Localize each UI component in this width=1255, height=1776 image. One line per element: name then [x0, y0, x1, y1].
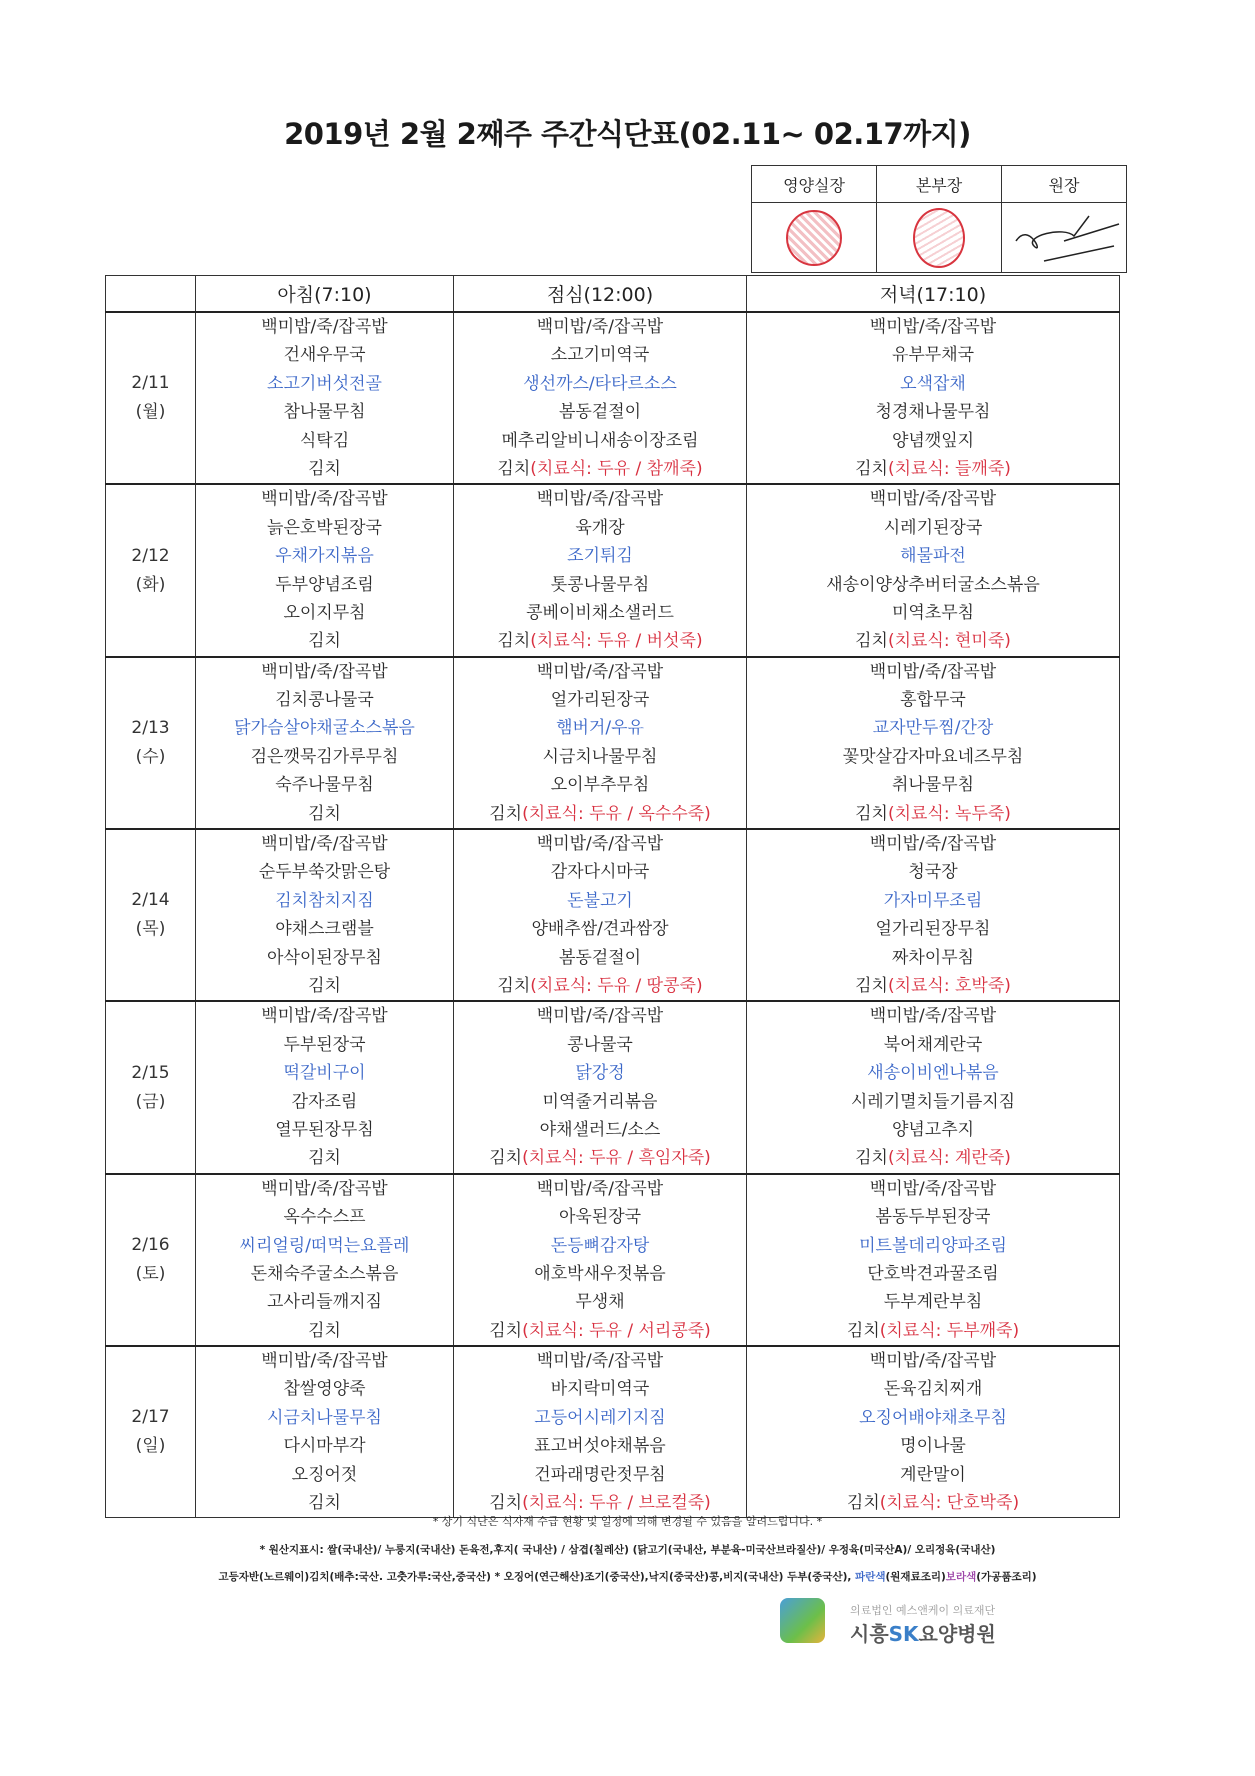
- menu-item: 얼가리된장무침: [875, 919, 991, 940]
- therapeutic-diet-note: (치료식: 두유 / 흑임자죽): [522, 1148, 711, 1169]
- menu-item: 김치: [308, 631, 341, 652]
- day-date: 2/11: [131, 373, 170, 394]
- menu-item: 백미밥/죽/잡곡밥: [261, 1006, 388, 1027]
- menu-item: 백미밥/죽/잡곡밥: [261, 1351, 388, 1372]
- menu-item: 백미밥/죽/잡곡밥: [536, 1006, 664, 1027]
- kimchi-special-line: [747, 627, 1119, 655]
- menu-item: 콩베이비채소샐러드: [526, 602, 674, 623]
- legend-blue-label: 파란색: [855, 1571, 886, 1583]
- menu-item: 씨리얼링/떠먹는요플레: [239, 1235, 410, 1256]
- menu-item-kimchi: 김치: [489, 1493, 523, 1514]
- lunch-cell: [454, 1174, 747, 1346]
- dinner-cell: [747, 657, 1120, 829]
- menu-item: 아욱된장국: [558, 1207, 642, 1228]
- therapeutic-diet-note: (치료식: 단호박죽): [879, 1493, 1020, 1514]
- menu-item: 돈육김치찌개: [883, 1379, 983, 1400]
- menu-item: 떡갈비구이: [283, 1063, 366, 1084]
- dinner-cell: [747, 484, 1120, 656]
- lunch-cell: [454, 312, 747, 484]
- day-row: [106, 1001, 1120, 1173]
- menu-item: 열무된장무침: [275, 1119, 374, 1140]
- day-weekday: (토): [135, 1263, 166, 1284]
- menu-item: 미트볼데리양파조림: [859, 1235, 1007, 1256]
- menu-item: 애호박새우젓볶음: [534, 1263, 666, 1284]
- menu-item: 닭강정: [575, 1063, 625, 1084]
- lunch-cell: [454, 829, 747, 1001]
- lunch-cell: [454, 657, 747, 829]
- therapeutic-diet-note: (치료식: 두유 / 서리콩죽): [522, 1320, 711, 1341]
- approval-label-nutrition: 영양실장: [752, 166, 877, 203]
- menu-item: 청경채나물무침: [875, 402, 991, 423]
- menu-item: 백미밥/죽/잡곡밥: [261, 834, 388, 855]
- header-dinner: 저녁(17:10): [747, 276, 1120, 313]
- kimchi-special-line: [454, 1317, 746, 1345]
- menu-item-kimchi: 김치: [855, 631, 888, 652]
- approval-sign-nutrition: [752, 203, 877, 273]
- legend-blue-desc: (원재료조리): [885, 1571, 946, 1583]
- therapeutic-diet-note: (치료식: 계란죽): [887, 1148, 1011, 1169]
- menu-item: 김치참치지짐: [275, 890, 374, 911]
- menu-item: 해물파전: [900, 546, 966, 567]
- kimchi-special-line: [747, 1144, 1119, 1172]
- menu-item: 짜차이무침: [891, 947, 975, 968]
- breakfast-cell: [196, 657, 454, 829]
- menu-item: 백미밥/죽/잡곡밥: [869, 834, 997, 855]
- menu-item: 돈등뼈감자탕: [550, 1235, 650, 1256]
- menu-item: 미역줄거리볶음: [542, 1091, 658, 1112]
- approval-sign-head: [1002, 203, 1127, 273]
- hospital-logo-icon: [780, 1598, 825, 1643]
- menu-item: 얼가리된장국: [550, 690, 650, 711]
- breakfast-cell: [196, 312, 454, 484]
- day-weekday: (일): [135, 1436, 166, 1457]
- menu-item: 김치: [308, 975, 341, 996]
- menu-item: 두부된장국: [283, 1034, 366, 1055]
- therapeutic-diet-note: (치료식: 현미죽): [887, 631, 1011, 652]
- approval-box: [751, 165, 1127, 273]
- page-title: 2019년 2월 2째주 주간식단표(02.11~ 02.17까지): [284, 117, 971, 151]
- menu-item: 시금치나물무침: [267, 1407, 382, 1428]
- menu-item: 톳콩나물무침: [550, 574, 650, 595]
- menu-item: 백미밥/죽/잡곡밥: [869, 1178, 997, 1199]
- menu-item: 새송이양상추버터굴소스볶음: [826, 574, 1040, 595]
- day-row: [106, 1346, 1120, 1518]
- menu-item: 김치: [308, 1493, 341, 1514]
- menu-item: 계란말이: [900, 1464, 966, 1485]
- logo-name-c: 요양병원: [918, 1622, 996, 1646]
- menu-item: 백미밥/죽/잡곡밥: [536, 661, 664, 682]
- menu-item: 백미밥/죽/잡곡밥: [261, 661, 388, 682]
- day-row: [106, 1174, 1120, 1346]
- menu-item: 백미밥/죽/잡곡밥: [536, 834, 664, 855]
- menu-item: 오이부추무침: [550, 775, 650, 796]
- menu-item: 백미밥/죽/잡곡밥: [261, 1178, 388, 1199]
- menu-item: 새송이비엔나볶음: [867, 1063, 999, 1084]
- lunch-cell: [454, 1001, 747, 1173]
- day-date: 2/14: [131, 890, 170, 911]
- menu-item: 검은깻묵김가루무침: [250, 746, 399, 767]
- menu-item: 김치: [308, 1320, 341, 1341]
- menu-item: 교자만두찜/간장: [872, 718, 994, 739]
- day-weekday: (목): [135, 919, 166, 940]
- therapeutic-diet-note: (치료식: 두유 / 브로컬죽): [522, 1493, 711, 1514]
- menu-item: 콩나물국: [567, 1034, 633, 1055]
- day-date: 2/12: [131, 545, 170, 566]
- day-row: [106, 829, 1120, 1001]
- seal-stamp-icon: [913, 208, 965, 268]
- logo-name-a: 시흥: [850, 1622, 889, 1646]
- menu-item: 백미밥/죽/잡곡밥: [261, 489, 388, 510]
- menu-item: 메추리알비니새송이장조림: [501, 430, 699, 451]
- kimchi-special-line: [454, 627, 746, 655]
- menu-item: 늙은호박된장국: [267, 517, 382, 538]
- day-cell: [106, 1346, 196, 1518]
- menu-item: 김치: [308, 1148, 341, 1169]
- therapeutic-diet-note: (치료식: 두유 / 참깨죽): [530, 458, 703, 479]
- menu-item: 꽃맛살감자마요네즈무침: [842, 746, 1024, 767]
- menu-item: 고등어시레기지짐: [534, 1407, 666, 1428]
- day-cell: [106, 657, 196, 829]
- menu-item: 야채스크램블: [275, 919, 374, 940]
- day-cell: [106, 1174, 196, 1346]
- day-cell: [106, 484, 196, 656]
- menu-item-kimchi: 김치: [846, 1493, 880, 1514]
- menu-item-kimchi: 김치: [489, 1320, 523, 1341]
- menu-item: 다시마부각: [283, 1436, 366, 1457]
- menu-item: 표고버섯야채볶음: [534, 1436, 666, 1457]
- therapeutic-diet-note: (치료식: 두유 / 땅콩죽): [530, 975, 703, 996]
- day-date: 2/17: [131, 1407, 170, 1428]
- kimchi-special-line: [454, 972, 746, 1000]
- dinner-cell: [747, 1174, 1120, 1346]
- day-row: [106, 657, 1120, 829]
- kimchi-special-line: [747, 1317, 1119, 1345]
- menu-item: 야채샐러드/소스: [539, 1119, 661, 1140]
- therapeutic-diet-note: (치료식: 들깨죽): [887, 458, 1011, 479]
- menu-item: 양배추쌈/견과쌈장: [531, 919, 669, 940]
- menu-item: 육개장: [575, 517, 625, 538]
- breakfast-cell: [196, 1174, 454, 1346]
- menu-item: 북어채계란국: [883, 1034, 983, 1055]
- kimchi-special-line: [454, 800, 746, 828]
- therapeutic-diet-note: (치료식: 녹두죽): [887, 803, 1011, 824]
- therapeutic-diet-note: (치료식: 호박죽): [887, 975, 1011, 996]
- menu-item: 백미밥/죽/잡곡밥: [536, 1178, 664, 1199]
- legend-purple-desc: (가공품조리): [976, 1571, 1037, 1583]
- menu-item: 오징어젓: [291, 1464, 358, 1485]
- menu-item: 찹쌀영양죽: [283, 1379, 366, 1400]
- approval-sign-director: [877, 203, 1002, 273]
- day-weekday: (월): [135, 402, 166, 423]
- menu-item: 두부계란부침: [883, 1292, 983, 1313]
- kimchi-special-line: [454, 1144, 746, 1172]
- menu-item: 김치콩나물국: [275, 690, 374, 711]
- menu-item: 순두부쑥갓맑은탕: [258, 862, 391, 883]
- menu-item: 봄동겉절이: [558, 402, 642, 423]
- breakfast-cell: [196, 1346, 454, 1518]
- menu-item: 감자조림: [291, 1091, 358, 1112]
- menu-item: 유부무채국: [891, 345, 975, 366]
- menu-item: 옥수수스프: [283, 1207, 366, 1228]
- day-weekday: (화): [135, 574, 166, 595]
- menu-item: 돈불고기: [567, 890, 633, 911]
- menu-item: 백미밥/죽/잡곡밥: [869, 317, 997, 337]
- menu-item: 봄동두부된장국: [875, 1207, 991, 1228]
- menu-item-kimchi: 김치: [846, 1320, 880, 1341]
- origin-line: * 원산지표시: 쌀(국내산)/ 누룽지(국내산) 돈육전,후지( 국내산) / 삼겹(칠레산) (닭고기(국내산, 부분육-미국산브라질산)/ 우정육(미국산A)/ 오리정육(국내산): [259, 1544, 996, 1556]
- header-empty: [106, 276, 196, 313]
- menu-item: 백미밥/죽/잡곡밥: [261, 317, 388, 337]
- dinner-cell: [747, 1346, 1120, 1518]
- dinner-cell: [747, 1001, 1120, 1173]
- day-row: [106, 312, 1120, 484]
- logo-name-sk: SK: [888, 1622, 919, 1646]
- menu-item-kimchi: 김치: [855, 803, 888, 824]
- breakfast-cell: [196, 484, 454, 656]
- menu-item-kimchi: 김치: [855, 975, 888, 996]
- menu-item: 바지락미역국: [550, 1379, 650, 1400]
- menu-item: 건파래명란젓무침: [534, 1464, 666, 1485]
- menu-item: 백미밥/죽/잡곡밥: [869, 661, 997, 682]
- menu-item: 돈채숙주굴소스볶음: [250, 1263, 399, 1284]
- menu-item: 봄동겉절이: [558, 947, 642, 968]
- menu-item: 식탁김: [299, 430, 350, 451]
- menu-item: 양념깻잎지: [891, 430, 975, 451]
- menu-item: 백미밥/죽/잡곡밥: [536, 489, 664, 510]
- menu-item: 김치: [308, 803, 341, 824]
- therapeutic-diet-note: (치료식: 두부깨죽): [879, 1320, 1020, 1341]
- menu-item: 감자다시마국: [550, 862, 650, 883]
- day-cell: [106, 312, 196, 484]
- menu-item: 소고기미역국: [550, 345, 650, 366]
- menu-item: 시레기된장국: [883, 517, 983, 538]
- menu-item: 건새우무국: [283, 345, 366, 366]
- kimchi-special-line: [747, 455, 1119, 483]
- day-date: 2/13: [131, 717, 170, 738]
- menu-item: 백미밥/죽/잡곡밥: [536, 317, 664, 337]
- legend-purple-label: 보라색: [945, 1571, 977, 1583]
- therapeutic-diet-note: (치료식: 두유 / 버섯죽): [530, 631, 703, 652]
- logo-subtitle: 의료법인 예스앤케이 의료재단: [850, 1604, 996, 1617]
- menu-item: 숙주나물무침: [275, 775, 374, 796]
- menu-item: 생선까스/타타르소스: [523, 373, 677, 394]
- lunch-cell: [454, 484, 747, 656]
- menu-item: 백미밥/죽/잡곡밥: [869, 489, 997, 510]
- lunch-cell: [454, 1346, 747, 1518]
- menu-item: 오색잡채: [900, 373, 966, 394]
- menu-item-kimchi: 김치: [855, 1148, 888, 1169]
- breakfast-cell: [196, 1001, 454, 1173]
- menu-item: 고사리들깨지짐: [267, 1292, 382, 1313]
- menu-item-kimchi: 김치: [497, 458, 531, 479]
- header-breakfast: 아침(7:10): [196, 276, 454, 313]
- origin-text: 고등자반(노르웨이)김치(배추:국산. 고춧가루:국산,중국산) * 오징어(연근해산)조기(중국산),낙지(중국산)콩,비지(국내산) 두부(중국산),: [218, 1571, 856, 1583]
- therapeutic-diet-note: (치료식: 두유 / 옥수수죽): [522, 803, 711, 824]
- day-weekday: (수): [135, 746, 166, 767]
- day-cell: [106, 829, 196, 1001]
- signature-icon: [1004, 206, 1124, 266]
- menu-header-row: [106, 276, 1120, 313]
- kimchi-special-line: [454, 455, 746, 483]
- menu-table: [105, 275, 1120, 1518]
- menu-item: 참나물무침: [283, 402, 366, 423]
- menu-item: 아삭이된장무침: [267, 947, 382, 968]
- menu-item: 두부양념조림: [275, 574, 374, 595]
- menu-item: 햄버거/우유: [556, 718, 644, 739]
- menu-item: 취나물무침: [891, 775, 975, 796]
- origin-line-2: [0, 1569, 1255, 1584]
- menu-item: 김치: [308, 458, 341, 479]
- menu-item-kimchi: 김치: [489, 803, 523, 824]
- menu-item: 시레기멸치들기름지짐: [850, 1091, 1016, 1112]
- menu-item-kimchi: 김치: [497, 631, 531, 652]
- menu-item: 홍합무국: [900, 690, 966, 711]
- menu-item: 무생채: [575, 1292, 625, 1313]
- menu-item: 소고기버섯전골: [267, 373, 382, 394]
- logo-name: [850, 1618, 996, 1647]
- kimchi-special-line: [747, 800, 1119, 828]
- approval-label-head: 원장: [1002, 166, 1127, 203]
- menu-item: 백미밥/죽/잡곡밥: [869, 1351, 997, 1372]
- notice-line: * 상기 식단은 식자재 수급 현황 및 일정에 의해 변경될 수 있음을 알려드립니다. *: [432, 1515, 823, 1528]
- day-date: 2/15: [131, 1062, 170, 1083]
- menu-item: 오징어배야채초무침: [859, 1407, 1007, 1428]
- menu-item: 청국장: [908, 862, 958, 883]
- menu-item-kimchi: 김치: [489, 1148, 523, 1169]
- menu-item-kimchi: 김치: [497, 975, 531, 996]
- dinner-cell: [747, 312, 1120, 484]
- menu-item: 명이나물: [900, 1436, 966, 1457]
- day-row: [106, 484, 1120, 656]
- day-date: 2/16: [131, 1234, 170, 1255]
- dinner-cell: [747, 829, 1120, 1001]
- day-cell: [106, 1001, 196, 1173]
- menu-item: 미역초무침: [891, 602, 975, 623]
- header-lunch: 점심(12:00): [454, 276, 747, 313]
- seal-stamp-icon: [786, 210, 842, 266]
- menu-item: 백미밥/죽/잡곡밥: [869, 1006, 997, 1027]
- menu-item: 조기튀김: [567, 546, 633, 567]
- menu-item: 양념고추지: [891, 1119, 975, 1140]
- menu-item: 백미밥/죽/잡곡밥: [536, 1351, 664, 1372]
- menu-item: 시금치나물무침: [542, 746, 658, 767]
- day-weekday: (금): [135, 1091, 166, 1112]
- menu-item: 가자미무조림: [883, 890, 983, 911]
- breakfast-cell: [196, 829, 454, 1001]
- kimchi-special-line: [747, 972, 1119, 1000]
- menu-item: 단호박견과꿀조림: [867, 1263, 999, 1284]
- menu-item: 닭가슴살야채굴소스볶음: [234, 718, 415, 739]
- menu-item: 우채가지볶음: [275, 546, 374, 567]
- menu-item-kimchi: 김치: [855, 458, 888, 479]
- menu-item: 오이지무침: [283, 602, 366, 623]
- approval-label-director: 본부장: [877, 166, 1002, 203]
